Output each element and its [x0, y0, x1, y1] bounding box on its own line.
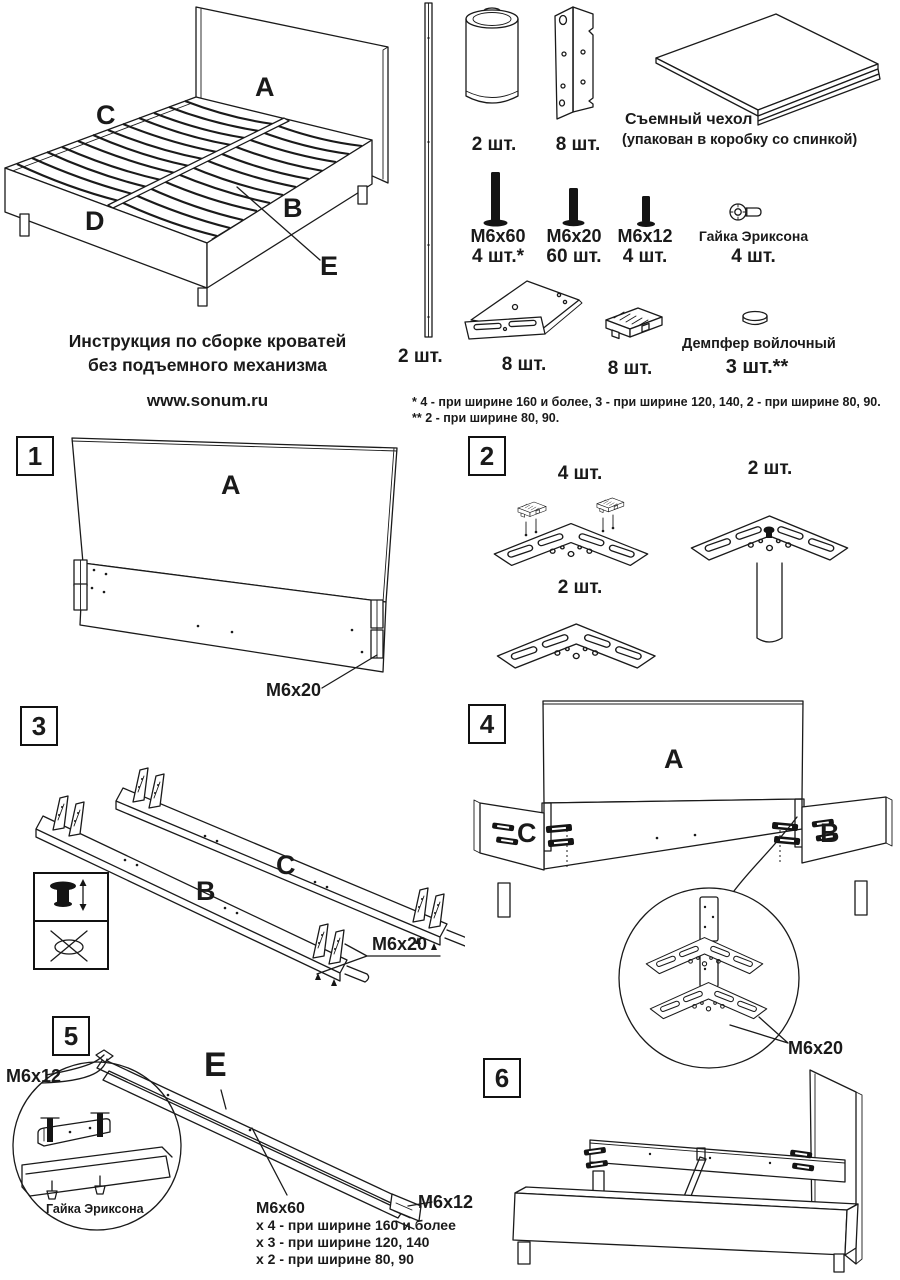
- step5-hw-right-label: M6x12: [418, 1192, 474, 1212]
- step2-qty-leg-plate: 2 шт.: [747, 458, 793, 479]
- cover-drawing: [648, 8, 888, 128]
- cover-note: (упакован в коробку со спинкой): [622, 132, 858, 148]
- step5-label-e: E: [204, 1046, 227, 1084]
- metal-strip-drawing: [421, 2, 437, 342]
- adjustable-glide-icon: [35, 874, 107, 922]
- no-tool-icon: [35, 922, 107, 968]
- m6x12-label: M6x12: [617, 226, 673, 246]
- step5-nut-label: Гайка Эриксона: [46, 1202, 144, 1216]
- overview-label-b: B: [283, 193, 303, 223]
- m6x60-label: M6x60: [470, 226, 526, 246]
- step4-number: 4: [468, 704, 506, 744]
- overview-label-c: C: [96, 100, 116, 130]
- title-line-1: Инструкция по сборке кроватей: [68, 331, 347, 351]
- step1-hw-label: M6x20: [266, 680, 322, 700]
- strip-qty: 2 шт.: [398, 346, 443, 367]
- step5-number: 5: [52, 1016, 90, 1056]
- angle-bracket-drawing: [547, 2, 599, 120]
- footnote-1: * 4 - при ширине 160 и более, 3 - при ширине 120, 140, 2 - при ширине 80, 90.: [412, 395, 881, 409]
- document-title: [30, 329, 385, 377]
- step3-hw-label: M6x20: [372, 934, 428, 954]
- leg-drawing: [463, 4, 521, 116]
- screw-m6x20-icon: [560, 186, 588, 230]
- step6-number: 6: [483, 1058, 521, 1098]
- step6-frame-drawing: [460, 1058, 900, 1280]
- screw-m6x60-icon: [482, 170, 510, 230]
- damper-label: Демпфер войлочный: [682, 336, 836, 352]
- step3-number: 3: [20, 706, 58, 746]
- corner-plate-qty: 8 шт.: [501, 354, 547, 375]
- step5-m6x60-line2: x 3 - при ширине 120, 140: [256, 1234, 430, 1250]
- slat-pad-qty: 8 шт.: [607, 358, 653, 379]
- leg-qty: 2 шт.: [471, 134, 517, 155]
- erikson-qty: 4 шт.: [731, 246, 776, 267]
- screw-m6x12-icon: [632, 194, 660, 230]
- footnote-2: ** 2 - при ширине 80, 90.: [412, 411, 560, 425]
- m6x12-qty: 4 шт.: [622, 246, 668, 267]
- overview-label-d: D: [85, 206, 105, 236]
- corner-plate-drawing: [461, 276, 587, 344]
- damper-qty: 3 шт.**: [725, 356, 789, 378]
- m6x60-qty: 4 шт.*: [472, 246, 524, 267]
- step2-number: 2: [468, 436, 506, 476]
- step2-qty-pads: 4 шт.: [557, 463, 603, 484]
- m6x20-qty: 60 шт.: [546, 246, 602, 267]
- step1-number: 1: [16, 436, 54, 476]
- title-line-2: без подъемного механизма: [87, 355, 328, 375]
- step2-plates-drawing: [460, 430, 900, 680]
- felt-damper-icon: [740, 308, 772, 332]
- step3-icon-box: [33, 872, 109, 970]
- overview-label-a: A: [255, 72, 275, 102]
- step5-hw-left-label: M6x12: [6, 1066, 62, 1086]
- m6x20-label: M6x20: [546, 226, 602, 246]
- step5-m6x60-note: [256, 1200, 456, 1268]
- step5-m6x60-line3: x 2 - при ширине 80, 90: [256, 1251, 414, 1267]
- step4-label-b: B: [820, 818, 840, 848]
- step1-label-a: A: [221, 470, 241, 500]
- step3-label-b: B: [196, 876, 216, 906]
- step2-qty-plain-plate: 2 шт.: [557, 577, 603, 598]
- cover-title: Съемный чехол: [625, 111, 753, 128]
- erikson-nut-icon: [727, 201, 767, 223]
- step3-label-c: C: [276, 850, 296, 880]
- overview-label-e: E: [320, 251, 339, 281]
- step4-label-c: C: [517, 818, 537, 848]
- step4-hw-label: M6x20: [788, 1038, 844, 1058]
- angle-bracket-qty: 8 шт.: [555, 134, 601, 155]
- step5-m6x60-title: M6x60: [256, 1200, 305, 1217]
- website-url: www.sonum.ru: [146, 391, 269, 410]
- bed-overview-drawing: [0, 0, 420, 322]
- step4-label-a: A: [664, 744, 684, 774]
- step5-m6x60-line1: x 4 - при ширине 160 и более: [256, 1217, 456, 1233]
- erikson-label: Гайка Эриксона: [698, 228, 809, 244]
- slat-pad-drawing: [602, 304, 668, 348]
